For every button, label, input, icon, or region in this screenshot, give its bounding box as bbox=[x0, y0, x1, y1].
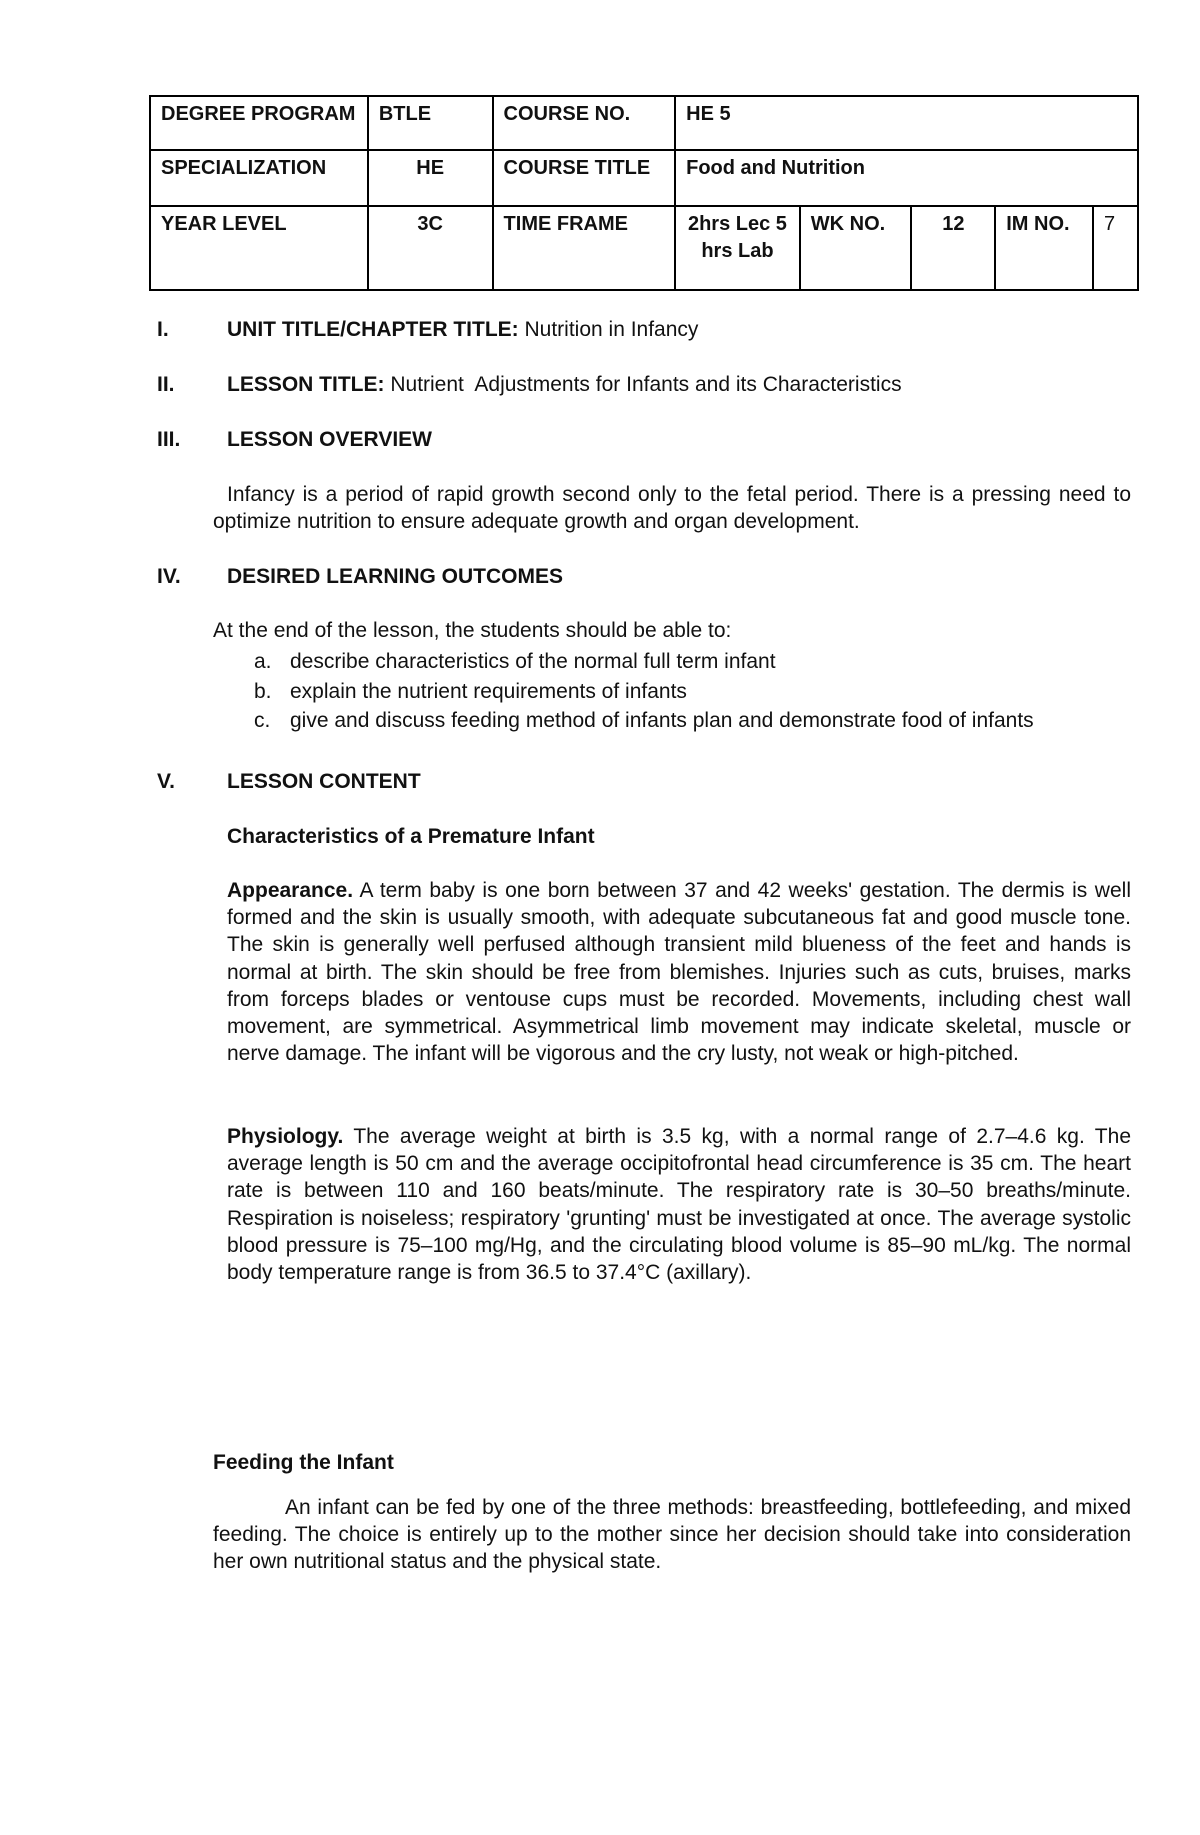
outcomes-list bbox=[254, 647, 1034, 736]
physiology-paragraph bbox=[227, 1123, 1131, 1286]
list-marker: a. bbox=[254, 650, 272, 673]
appearance-paragraph bbox=[227, 877, 1131, 1067]
section-number: IV. bbox=[157, 565, 181, 588]
overview-text: Infancy is a period of rapid growth second only to the fetal period. There is a pressing need to optimize nutrition to ensure adequate growth and organ development. bbox=[213, 483, 1131, 534]
unit-title-value: Nutrition in Infancy bbox=[524, 318, 699, 341]
table-row bbox=[150, 150, 1138, 206]
specialization-value: HE bbox=[368, 150, 493, 206]
time-frame-value: 2hrs Lec 5 hrs Lab bbox=[675, 206, 800, 290]
feeding-paragraph bbox=[213, 1494, 1131, 1576]
table-row bbox=[150, 206, 1138, 290]
content-heading: LESSON CONTENT bbox=[227, 770, 421, 793]
list-item bbox=[254, 677, 1034, 707]
outcomes-heading: DESIRED LEARNING OUTCOMES bbox=[227, 565, 564, 588]
list-item-text: explain the nutrient requirements of infants bbox=[290, 679, 687, 703]
section-number: III. bbox=[157, 428, 181, 451]
degree-program-value: BTLE bbox=[368, 96, 493, 150]
course-no-label: COURSE NO. bbox=[493, 96, 676, 150]
physiology-label: Physiology. bbox=[227, 1125, 344, 1148]
section-heading bbox=[227, 371, 902, 398]
section-number: V. bbox=[157, 770, 175, 793]
time-frame-label: TIME FRAME bbox=[493, 206, 676, 290]
course-title-value: Food and Nutrition bbox=[675, 150, 1138, 206]
degree-program-label: DEGREE PROGRAM bbox=[150, 96, 368, 150]
list-item-text: give and discuss feeding method of infants plan and demonstrate food of infants bbox=[290, 709, 1034, 732]
appearance-text: A term baby is one born between 37 and 42 weeks' gestation. The dermis is well formed and the skin is usually smooth, with adequate subcutaneous fat and good muscle tone. The skin is generally well perfused although transient mild blueness of the feet and hands is normal at birth. The skin should be free from blemishes. Injuries such as cuts, bruises, marks from forceps blades or ventouse cups must be recorded. Movements, including chest wall movement, are symmetrical. Asymmetrical limb movement may indicate skeletal, muscle or nerve damage. The infant will be vigorous and the cry lusty, not weak or high-pitched. bbox=[227, 879, 1131, 1066]
course-info-table bbox=[149, 95, 1139, 291]
im-no-value: 7 bbox=[1093, 206, 1138, 290]
section-number: I. bbox=[157, 318, 169, 341]
content-subheading: Characteristics of a Premature Infant bbox=[227, 825, 595, 848]
lesson-title-value: Nutrient Adjustments for Infants and its Characteristics bbox=[390, 373, 902, 396]
list-marker: b. bbox=[254, 679, 272, 703]
physiology-text: The average weight at birth is 3.5 kg, with a normal range of 2.7–4.6 kg. The average length is 50 cm and the average occipitofrontal head circumference is 35 cm. The heart rate is between 110 and 160 beats/minute. The respiratory rate is 30–50 breaths/minute. Respiration is noiseless; respiratory 'grunting' must be investigated at once. The average systolic blood pressure is 75–100 mg/Hg, and the circulating blood volume is 85–90 mL/kg. The normal body temperature range is from 36.5 to 37.4°C (axillary). bbox=[227, 1125, 1131, 1285]
lesson-title-label: LESSON TITLE: bbox=[227, 373, 385, 396]
wk-no-label: WK NO. bbox=[800, 206, 912, 290]
outcomes-intro: At the end of the lesson, the students should be able to: bbox=[213, 619, 732, 642]
list-item bbox=[254, 706, 1034, 736]
list-item bbox=[254, 647, 1034, 677]
section-number: II. bbox=[157, 373, 175, 396]
year-level-label: YEAR LEVEL bbox=[150, 206, 368, 290]
course-no-value: HE 5 bbox=[675, 96, 1138, 150]
overview-heading: LESSON OVERVIEW bbox=[227, 428, 432, 451]
list-marker: c. bbox=[254, 709, 271, 732]
list-item-text: describe characteristics of the normal full term infant bbox=[290, 650, 776, 673]
overview-paragraph bbox=[213, 481, 1131, 535]
course-title-label: COURSE TITLE bbox=[493, 150, 676, 206]
wk-no-value: 12 bbox=[911, 206, 995, 290]
feeding-heading: Feeding the Infant bbox=[213, 1451, 394, 1474]
unit-title-label: UNIT TITLE/CHAPTER TITLE: bbox=[227, 318, 519, 341]
year-level-value: 3C bbox=[368, 206, 493, 290]
specialization-label: SPECIALIZATION bbox=[150, 150, 368, 206]
table-row bbox=[150, 96, 1138, 150]
im-no-label: IM NO. bbox=[995, 206, 1093, 290]
appearance-label: Appearance. bbox=[227, 879, 354, 902]
section-heading bbox=[227, 316, 698, 343]
feeding-text: An infant can be fed by one of the three methods: breastfeeding, bottlefeeding, and mixed feeding. The choice is entirely up to the mother since her decision should take into consideration her own nutritional status and the physical state. bbox=[213, 1496, 1131, 1574]
